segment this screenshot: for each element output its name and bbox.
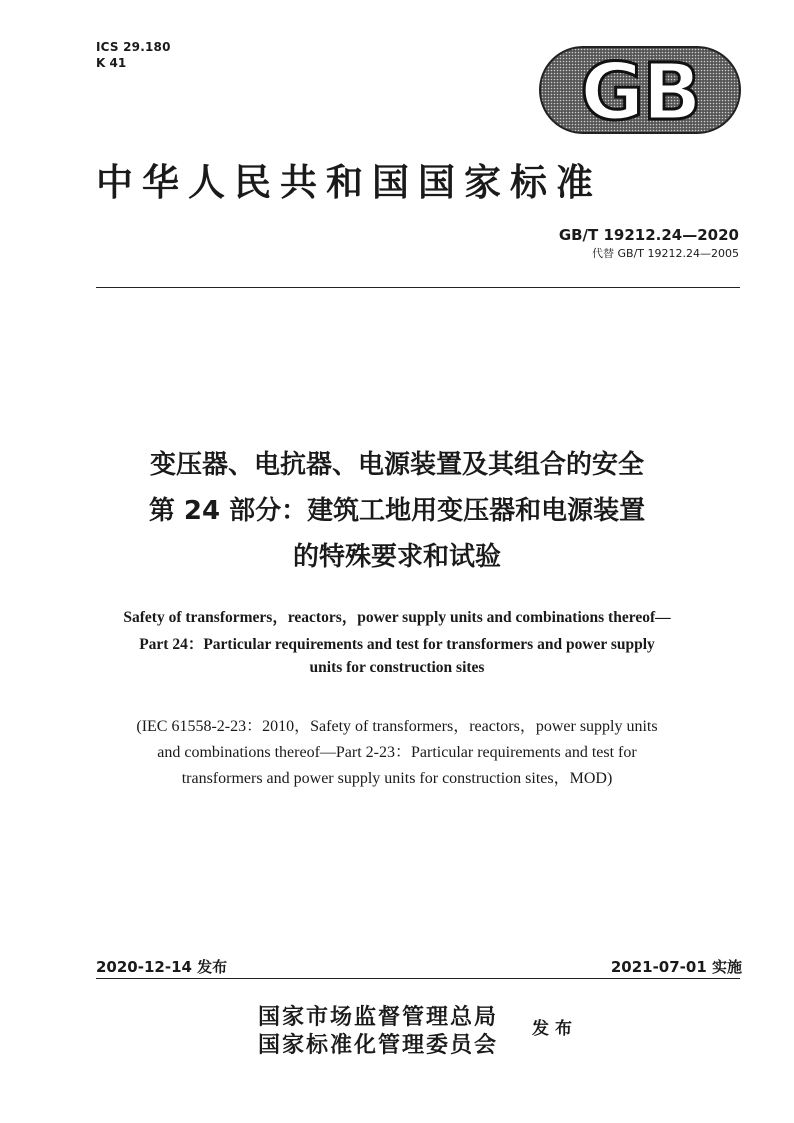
english-title-line: units for construction sites xyxy=(309,659,485,676)
issuer-name: 国家市场监督管理总局 xyxy=(258,1004,499,1029)
national-standard-title: 中华人民共和国国家标准 xyxy=(96,163,602,204)
iec-reference-line: and combinations thereof—Part 2-23：Particular requirements and test for xyxy=(157,744,637,761)
chinese-title-line: 的特殊要求和试验 xyxy=(292,542,501,572)
classification-code: K 41 xyxy=(96,56,127,70)
ics-code: ICS 29.180 xyxy=(96,40,171,54)
chinese-title-line: 第 24 部分：建筑工地用变压器和电源装置 xyxy=(148,496,646,526)
issue-date: 2020-12-14 发布 xyxy=(96,958,228,976)
iec-reference-line: (IEC 61558-2-23：2010，Safety of transformers，reactors，power supply units xyxy=(136,718,658,735)
publish-label: 发布 xyxy=(532,1019,578,1038)
replaces-standard: 代替 GB/T 19212.24—2005 xyxy=(592,247,739,260)
header-divider xyxy=(96,287,740,288)
english-title-line: Part 24：Particular requirements and test for transformers and power supply xyxy=(139,636,655,653)
gb-logo xyxy=(538,45,742,135)
implementation-date: 2021-07-01 实施 xyxy=(610,958,742,976)
english-title-line: Safety of transformers，reactors，power supply units and combinations thereof— xyxy=(123,609,671,626)
standard-number: GB/T 19212.24—2020 xyxy=(558,226,739,244)
iec-reference-line: transformers and power supply units for construction sites，MOD) xyxy=(181,770,613,787)
issuer-name: 国家标准化管理委员会 xyxy=(258,1032,499,1057)
footer-divider xyxy=(96,978,740,979)
chinese-title-line: 变压器、电抗器、电源装置及其组合的安全 xyxy=(149,450,644,480)
svg-text:GB: GB xyxy=(580,48,700,135)
